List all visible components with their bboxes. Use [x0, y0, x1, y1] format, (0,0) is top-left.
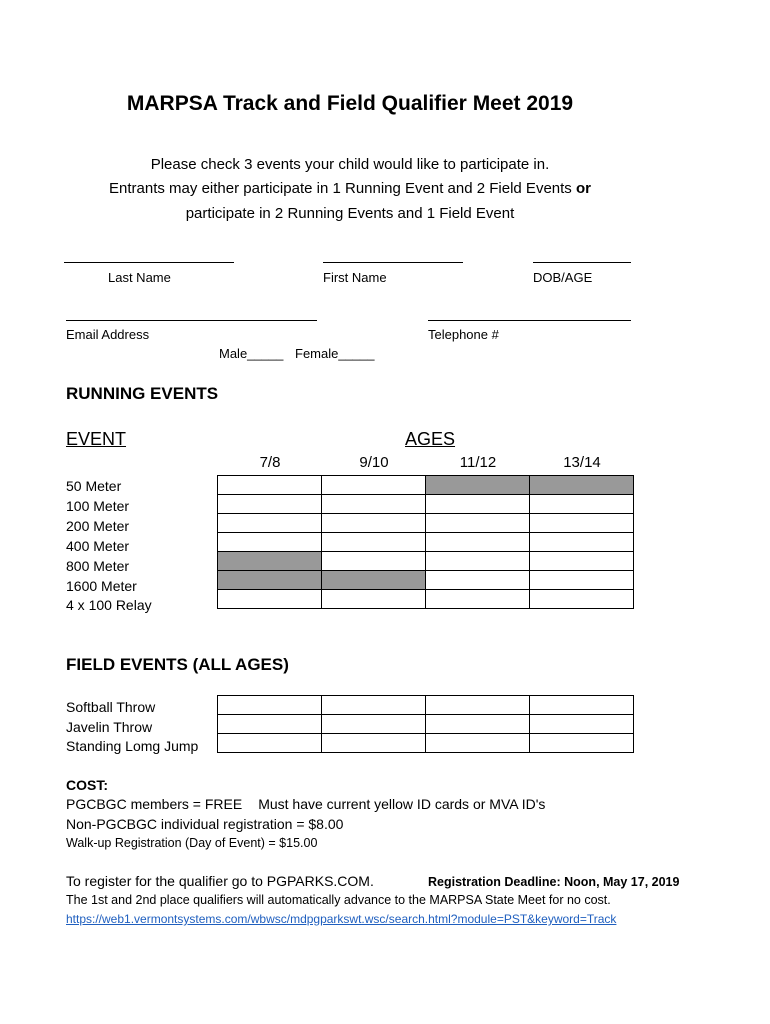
instruction-line-2-emphasis: or [575, 180, 591, 197]
instruction-line-2-text: Entrants may either participate in 1 Running Event and 2 Field Events [109, 180, 576, 197]
age-group-label: 7/8 [259, 454, 281, 471]
grid-row [218, 715, 634, 734]
checkbox-cell[interactable] [426, 696, 530, 715]
checkbox-cell[interactable] [426, 571, 530, 590]
running-event-label: 200 Meter [66, 518, 130, 534]
checkbox-cell[interactable] [322, 476, 426, 495]
unavailable-cell [530, 476, 634, 495]
unavailable-cell [218, 571, 322, 590]
grid-row [218, 552, 634, 571]
ages-header: AGES [405, 429, 456, 449]
grid-row [218, 590, 634, 609]
first-name-label: First Name [323, 270, 387, 285]
telephone-field[interactable] [428, 320, 631, 321]
checkbox-cell[interactable] [218, 495, 322, 514]
grid-row [218, 514, 634, 533]
cost-members: PGCBGC members = FREE [66, 796, 243, 812]
checkbox-cell[interactable] [426, 715, 530, 734]
cost-line-1 [66, 796, 545, 812]
cost-line-3: Walk-up Registration (Day of Event) = $15.00 [66, 836, 318, 850]
checkbox-cell[interactable] [322, 715, 426, 734]
grid-row [218, 696, 634, 715]
checkbox-cell[interactable] [530, 514, 634, 533]
checkbox-cell[interactable] [426, 552, 530, 571]
checkbox-cell[interactable] [218, 476, 322, 495]
grid-row [218, 495, 634, 514]
running-event-label: 50 Meter [66, 478, 122, 494]
email-field[interactable] [66, 320, 317, 321]
checkbox-cell[interactable] [218, 514, 322, 533]
running-event-label: 1600 Meter [66, 578, 137, 594]
running-event-label: 400 Meter [66, 538, 130, 554]
checkbox-cell[interactable] [322, 696, 426, 715]
checkbox-cell[interactable] [218, 696, 322, 715]
grid-row [218, 571, 634, 590]
field-event-label: Standing Lomg Jump [66, 738, 199, 754]
first-name-field[interactable] [323, 262, 463, 263]
checkbox-cell[interactable] [218, 533, 322, 552]
cost-line-2: Non-PGCBGC individual registration = $8.00 [66, 816, 344, 832]
checkbox-cell[interactable] [530, 571, 634, 590]
checkbox-cell[interactable] [426, 590, 530, 609]
grid-row [218, 476, 634, 495]
last-name-label: Last Name [108, 270, 171, 285]
running-events-grid [217, 475, 634, 609]
field-event-label: Javelin Throw [66, 719, 153, 735]
checkbox-cell[interactable] [426, 734, 530, 753]
male-field[interactable]: Male_____ [219, 346, 284, 361]
checkbox-cell[interactable] [322, 495, 426, 514]
event-column-header: EVENT [66, 429, 127, 449]
checkbox-cell[interactable] [218, 590, 322, 609]
unavailable-cell [218, 552, 322, 571]
last-name-field[interactable] [64, 262, 234, 263]
field-events-grid [217, 695, 634, 753]
checkbox-cell[interactable] [218, 715, 322, 734]
unavailable-cell [426, 476, 530, 495]
checkbox-cell[interactable] [530, 734, 634, 753]
checkbox-cell[interactable] [530, 495, 634, 514]
unavailable-cell [322, 571, 426, 590]
checkbox-cell[interactable] [426, 495, 530, 514]
dob-age-field[interactable] [533, 262, 631, 263]
age-group-label: 13/14 [563, 454, 601, 471]
running-events-heading: RUNNING EVENTS [66, 384, 219, 403]
age-group-label: 11/12 [459, 454, 497, 471]
register-text: To register for the qualifier go to PGPARKS.COM. [66, 873, 374, 889]
instruction-line-1: Please check 3 events your child would like to participate in. [150, 156, 550, 173]
checkbox-cell[interactable] [530, 533, 634, 552]
checkbox-cell[interactable] [322, 734, 426, 753]
grid-row [218, 734, 634, 753]
checkbox-cell[interactable] [322, 552, 426, 571]
checkbox-cell[interactable] [322, 590, 426, 609]
running-event-label: 4 x 100 Relay [66, 597, 152, 613]
checkbox-cell[interactable] [322, 514, 426, 533]
grid-row [218, 533, 634, 552]
checkbox-cell[interactable] [322, 533, 426, 552]
checkbox-cell[interactable] [530, 715, 634, 734]
checkbox-cell[interactable] [530, 552, 634, 571]
running-event-label: 800 Meter [66, 558, 130, 574]
advance-note: The 1st and 2nd place qualifiers will automatically advance to the MARPSA State Meet for no cost. [66, 893, 611, 907]
email-label: Email Address [66, 327, 150, 342]
page-title: MARPSA Track and Field Qualifier Meet 2019 [126, 92, 574, 115]
checkbox-cell[interactable] [530, 696, 634, 715]
age-group-label: 9/10 [359, 454, 389, 471]
running-event-label: 100 Meter [66, 498, 130, 514]
field-events-heading: FIELD EVENTS (ALL AGES) [66, 655, 289, 674]
dob-age-label: DOB/AGE [533, 270, 593, 285]
field-event-label: Softball Throw [66, 699, 156, 715]
telephone-label: Telephone # [428, 327, 499, 342]
checkbox-cell[interactable] [426, 533, 530, 552]
checkbox-cell[interactable] [530, 590, 634, 609]
registration-deadline: Registration Deadline: Noon, May 17, 2019 [428, 875, 680, 889]
checkbox-cell[interactable] [426, 514, 530, 533]
checkbox-cell[interactable] [218, 734, 322, 753]
instruction-line-2 [0, 180, 700, 197]
cost-id-note: Must have current yellow ID cards or MVA ID's [258, 796, 546, 812]
instruction-line-3: participate in 2 Running Events and 1 Field Event [185, 205, 515, 222]
registration-link[interactable]: https://web1.vermontsystems.com/wbwsc/mdpgparkswt.wsc/search.html?module=PST&keyword=Track [66, 912, 617, 926]
cost-heading: COST: [66, 777, 108, 793]
female-field[interactable]: Female_____ [295, 346, 375, 361]
